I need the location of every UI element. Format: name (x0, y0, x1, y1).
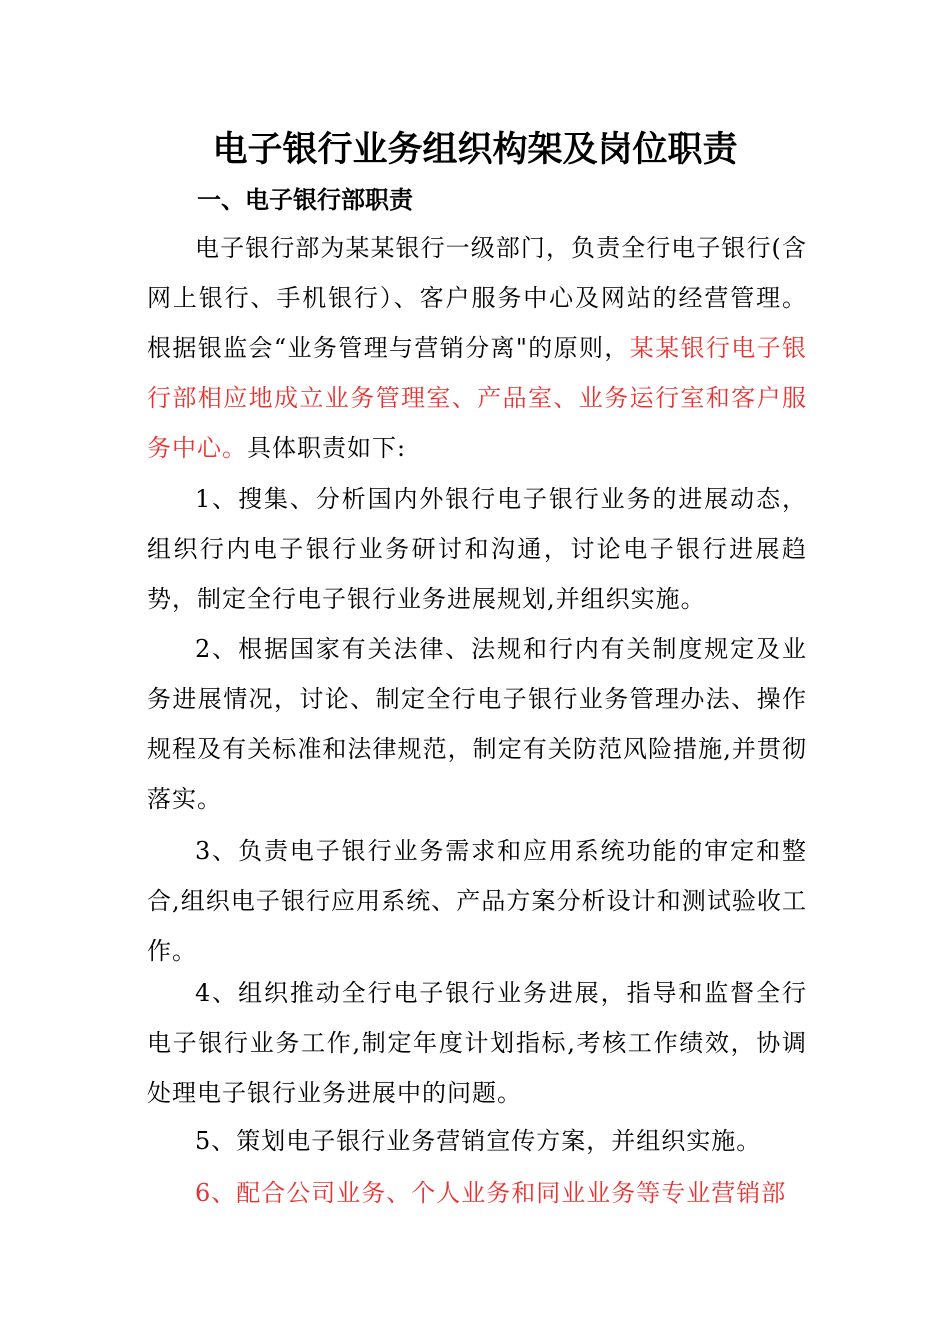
duty-item-2: 2、根据国家有关法律、法规和行内有关制度规定及业务进展情况，讨论、制定全行电子银行业务管理办法、操作规程及有关标准和法律规范，制定有关防范风险措施,并贯彻落实。 (147, 635, 807, 813)
intro-trailing-text: 具体职责如下: (247, 434, 407, 462)
intro-highlight-text: 某某银行电子银行部相应地成立业务管理室、产品室、业务运行室和客户服务中心。 (147, 334, 808, 462)
duty-item-1: 1、搜集、分析国内外银行电子银行业务的进展动态，组织行内电子银行业务研讨和沟通，讨论电子银行进展趋势，制定全行电子银行业务进展规划,并组织实施。 (147, 485, 807, 613)
section-heading-department-duties: 一、电子银行部职责 (197, 186, 413, 214)
duty-item-6-highlight: 6、配合公司业务、个人业务和同业业务等专业营销部 (195, 1179, 787, 1207)
intro-text: 电子银行部为某某银行一级部门，负责全行电子银行(含网上银行、手机银行）、客户服务中心及网站的经营管理。根据银监会“业务管理与营销分离"的原则， (147, 234, 807, 362)
duty-item-3: 3、负责电子银行业务需求和应用系统功能的审定和整合,组织电子银行应用系统、产品方案分析设计和测试验收工作。 (147, 837, 807, 965)
document-title: 电子银行业务组织构架及岗位职责 (212, 130, 738, 170)
duty-item-4: 4、组织推动全行电子银行业务进展，指导和监督全行电子银行业务工作,制定年度计划指标,考核工作绩效，协调处理电子银行业务进展中的问题。 (147, 979, 807, 1107)
duty-item-5: 5、策划电子银行业务营销宣传方案，并组织实施。 (195, 1127, 762, 1155)
intro-paragraph (147, 223, 807, 473)
